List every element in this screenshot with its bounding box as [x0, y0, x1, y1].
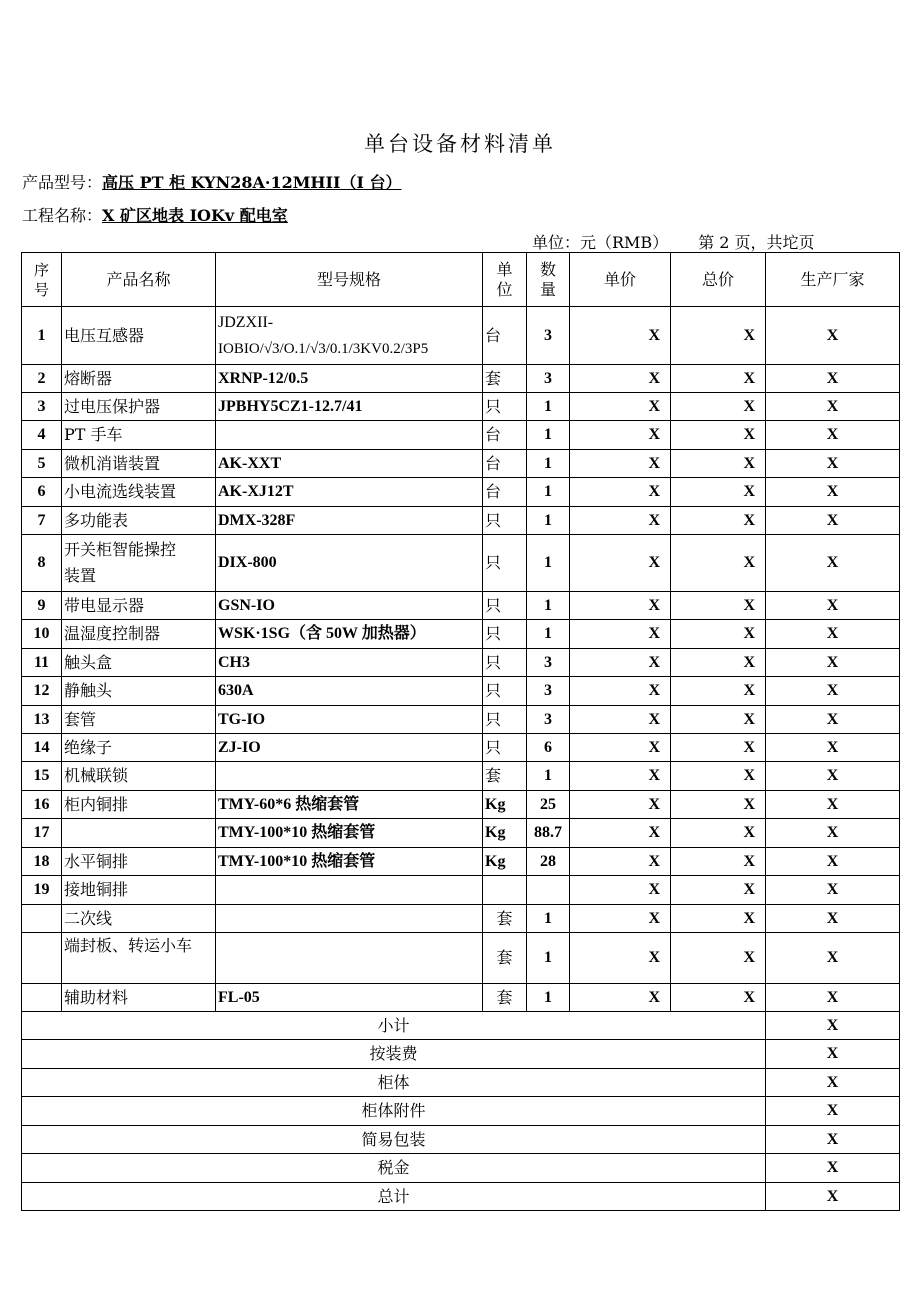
- row-unit: 套: [483, 984, 527, 1012]
- header-no: 序 号: [22, 253, 62, 307]
- row-total-price: X: [671, 592, 766, 620]
- row-no: 13: [22, 706, 62, 734]
- row-no: 15: [22, 762, 62, 791]
- row-unit: 只: [483, 677, 527, 706]
- row-product-name: 静触头: [62, 677, 216, 706]
- row-spec: FL-05: [216, 984, 483, 1012]
- row-product-name: PT 手车: [62, 421, 216, 450]
- row-manufacturer: X: [766, 478, 900, 507]
- summary-row: [22, 1012, 900, 1040]
- project-name-value: X 矿区地表 IOKv 配电室: [102, 206, 288, 225]
- row-unit: [483, 876, 527, 905]
- row-qty: 3: [527, 706, 570, 734]
- row-qty: [527, 876, 570, 905]
- row-manufacturer: X: [766, 649, 900, 677]
- table-row: [22, 905, 900, 933]
- row-manufacturer: X: [766, 762, 900, 791]
- row-unit: 只: [483, 706, 527, 734]
- summary-value: X: [766, 1012, 900, 1040]
- summary-label: 按装费: [22, 1040, 766, 1069]
- row-unit: 套: [483, 365, 527, 393]
- row-unit: Kg: [483, 848, 527, 876]
- row-spec: DMX-328F: [216, 507, 483, 535]
- row-unit: 只: [483, 507, 527, 535]
- row-total-price: X: [671, 450, 766, 478]
- row-no: [22, 933, 62, 984]
- table-row: [22, 478, 900, 507]
- row-qty: 1: [527, 450, 570, 478]
- summary-row: [22, 1126, 900, 1154]
- header-qty: 数 量: [527, 253, 570, 307]
- row-product-name: 二次线: [62, 905, 216, 933]
- row-unit-price: X: [570, 876, 671, 905]
- table-row: [22, 791, 900, 819]
- row-total-price: X: [671, 819, 766, 848]
- row-total-price: X: [671, 984, 766, 1012]
- row-unit-price: X: [570, 706, 671, 734]
- row-spec: AK-XXT: [216, 450, 483, 478]
- row-manufacturer: X: [766, 706, 900, 734]
- document-title: 单台设备材料清单: [364, 132, 556, 156]
- row-manufacturer: X: [766, 535, 900, 592]
- row-qty: 1: [527, 535, 570, 592]
- product-model-label: 产品型号：: [22, 173, 103, 192]
- row-unit: 只: [483, 592, 527, 620]
- row-total-price: X: [671, 734, 766, 762]
- row-product-name: [62, 535, 216, 592]
- row-unit: 只: [483, 734, 527, 762]
- row-manufacturer: X: [766, 933, 900, 984]
- row-spec: CH3: [216, 649, 483, 677]
- row-qty: 3: [527, 365, 570, 393]
- summary-value: X: [766, 1097, 900, 1126]
- row-unit-price: X: [570, 592, 671, 620]
- row-unit-price: X: [570, 734, 671, 762]
- row-product-name: 接地铜排: [62, 876, 216, 905]
- row-product-name: 熔断器: [62, 365, 216, 393]
- row-no: 7: [22, 507, 62, 535]
- row-manufacturer: X: [766, 677, 900, 706]
- materials-table: [21, 252, 900, 1211]
- row-no: 18: [22, 848, 62, 876]
- row-unit: Kg: [483, 791, 527, 819]
- row-product-name-line2: 装置: [64, 566, 97, 585]
- row-spec: [216, 421, 483, 450]
- summary-value: X: [766, 1040, 900, 1069]
- row-unit-price: X: [570, 933, 671, 984]
- table-row: [22, 933, 900, 984]
- row-qty: 1: [527, 905, 570, 933]
- summary-value: X: [766, 1154, 900, 1183]
- unit-page-line: [532, 230, 815, 253]
- table-row: [22, 365, 900, 393]
- row-unit-price: X: [570, 421, 671, 450]
- row-manufacturer: X: [766, 365, 900, 393]
- header-unit: 单 位: [483, 253, 527, 307]
- summary-value: X: [766, 1069, 900, 1097]
- row-spec: TMY-100*10 热缩套管: [216, 848, 483, 876]
- table-row: [22, 507, 900, 535]
- row-no: 16: [22, 791, 62, 819]
- row-manufacturer: X: [766, 819, 900, 848]
- row-unit-price: X: [570, 848, 671, 876]
- row-qty: 1: [527, 592, 570, 620]
- table-row: [22, 620, 900, 649]
- row-qty: 1: [527, 421, 570, 450]
- row-no: 10: [22, 620, 62, 649]
- row-total-price: X: [671, 791, 766, 819]
- summary-label: 简易包装: [22, 1126, 766, 1154]
- header-total: 总价: [671, 253, 766, 307]
- row-qty: 1: [527, 933, 570, 984]
- row-spec: [216, 933, 483, 984]
- row-qty: 6: [527, 734, 570, 762]
- row-total-price: X: [671, 876, 766, 905]
- row-no: 4: [22, 421, 62, 450]
- header-name: 产品名称: [62, 253, 216, 307]
- row-unit-price: X: [570, 677, 671, 706]
- row-no: 6: [22, 478, 62, 507]
- row-no: 8: [22, 535, 62, 592]
- table-row: [22, 307, 900, 365]
- table-row: [22, 421, 900, 450]
- row-unit-price: X: [570, 450, 671, 478]
- row-qty: 1: [527, 478, 570, 507]
- row-spec: ZJ-IO: [216, 734, 483, 762]
- row-manufacturer: X: [766, 984, 900, 1012]
- row-product-name: 机械联锁: [62, 762, 216, 791]
- row-qty: 25: [527, 791, 570, 819]
- row-unit: 套: [483, 762, 527, 791]
- row-unit-price: X: [570, 819, 671, 848]
- row-spec: JPBHY5CZ1-12.7/41: [216, 393, 483, 421]
- summary-row: [22, 1183, 900, 1211]
- row-product-name: 绝缘子: [62, 734, 216, 762]
- row-product-name: [62, 819, 216, 848]
- table-row: [22, 762, 900, 791]
- header-maker: 生产厂家: [766, 253, 900, 307]
- row-manufacturer: X: [766, 905, 900, 933]
- table-row: [22, 393, 900, 421]
- row-total-price: X: [671, 421, 766, 450]
- row-qty: 1: [527, 393, 570, 421]
- row-total-price: X: [671, 848, 766, 876]
- summary-value: X: [766, 1126, 900, 1154]
- row-total-price: X: [671, 507, 766, 535]
- summary-label: 小计: [22, 1012, 766, 1040]
- row-manufacturer: X: [766, 592, 900, 620]
- row-unit-price: X: [570, 507, 671, 535]
- row-total-price: X: [671, 649, 766, 677]
- row-qty: 1: [527, 984, 570, 1012]
- row-no: 11: [22, 649, 62, 677]
- row-product-name: 微机消谐装置: [62, 450, 216, 478]
- row-product-name: 多功能表: [62, 507, 216, 535]
- row-total-price: X: [671, 905, 766, 933]
- row-manufacturer: X: [766, 307, 900, 365]
- row-manufacturer: X: [766, 620, 900, 649]
- row-no: [22, 905, 62, 933]
- summary-row: [22, 1154, 900, 1183]
- row-unit: 台: [483, 307, 527, 365]
- row-total-price: X: [671, 478, 766, 507]
- row-total-price: X: [671, 677, 766, 706]
- table-row: [22, 706, 900, 734]
- row-total-price: X: [671, 620, 766, 649]
- row-unit: 只: [483, 535, 527, 592]
- row-qty: 3: [527, 677, 570, 706]
- row-spec: GSN-IO: [216, 592, 483, 620]
- row-qty: 1: [527, 762, 570, 791]
- row-qty: 3: [527, 649, 570, 677]
- row-qty: 88.7: [527, 819, 570, 848]
- row-unit: 台: [483, 421, 527, 450]
- row-unit: 套: [483, 933, 527, 984]
- table-row: [22, 677, 900, 706]
- row-manufacturer: X: [766, 421, 900, 450]
- currency-unit: 单位：元（RMB）: [532, 233, 669, 252]
- row-qty: 3: [527, 307, 570, 365]
- row-product-name: 触头盒: [62, 649, 216, 677]
- table-row: [22, 819, 900, 848]
- row-manufacturer: X: [766, 791, 900, 819]
- row-no: 3: [22, 393, 62, 421]
- row-no: [22, 984, 62, 1012]
- row-manufacturer: X: [766, 734, 900, 762]
- summary-row: [22, 1040, 900, 1069]
- row-total-price: X: [671, 365, 766, 393]
- row-total-price: X: [671, 307, 766, 365]
- summary-label: 税金: [22, 1154, 766, 1183]
- row-spec: [216, 876, 483, 905]
- table-row: [22, 649, 900, 677]
- row-spec-line2: IOBIO/√3/O.1/√3/0.1/3KV0.2/3P5: [218, 340, 429, 357]
- header-spec: 型号规格: [216, 253, 483, 307]
- row-unit: 只: [483, 649, 527, 677]
- row-total-price: X: [671, 706, 766, 734]
- project-name-line: [22, 203, 288, 226]
- row-unit-price: X: [570, 905, 671, 933]
- row-product-name: 柜内铜排: [62, 791, 216, 819]
- row-spec: [216, 307, 483, 365]
- row-unit: 只: [483, 620, 527, 649]
- page-indicator: 第 2 页，共坨页: [698, 233, 815, 252]
- table-row: [22, 876, 900, 905]
- table-row: [22, 535, 900, 592]
- row-unit-price: X: [570, 984, 671, 1012]
- row-product-name: 水平铜排: [62, 848, 216, 876]
- row-product-name: 过电压保护器: [62, 393, 216, 421]
- row-spec: AK-XJ12T: [216, 478, 483, 507]
- row-spec: 630A: [216, 677, 483, 706]
- row-spec: XRNP-12/0.5: [216, 365, 483, 393]
- row-unit-price: X: [570, 762, 671, 791]
- row-product-name: 带电显示器: [62, 592, 216, 620]
- row-unit: 套: [483, 905, 527, 933]
- row-product-name: 端封板、转运小车: [62, 933, 216, 984]
- row-total-price: X: [671, 762, 766, 791]
- row-total-price: X: [671, 933, 766, 984]
- row-unit: Kg: [483, 819, 527, 848]
- project-name-label: 工程名称：: [22, 206, 103, 225]
- row-no: 1: [22, 307, 62, 365]
- header-price: 单价: [570, 253, 671, 307]
- row-product-name: 辅助材料: [62, 984, 216, 1012]
- row-spec: WSK·1SG（含 50W 加热器）: [216, 620, 483, 649]
- table-header-row: [22, 253, 900, 307]
- table-row: [22, 592, 900, 620]
- row-manufacturer: X: [766, 876, 900, 905]
- row-unit-price: X: [570, 307, 671, 365]
- row-spec: [216, 762, 483, 791]
- row-product-name: 小电流选线装置: [62, 478, 216, 507]
- table-row: [22, 450, 900, 478]
- product-model-line: [22, 170, 402, 193]
- row-unit: 只: [483, 393, 527, 421]
- row-manufacturer: X: [766, 507, 900, 535]
- summary-row: [22, 1097, 900, 1126]
- row-qty: 28: [527, 848, 570, 876]
- row-unit-price: X: [570, 791, 671, 819]
- row-unit-price: X: [570, 365, 671, 393]
- row-total-price: X: [671, 393, 766, 421]
- table-row: [22, 984, 900, 1012]
- row-no: 14: [22, 734, 62, 762]
- summary-row: [22, 1069, 900, 1097]
- row-unit-price: X: [570, 478, 671, 507]
- row-no: 12: [22, 677, 62, 706]
- summary-label: 柜体附件: [22, 1097, 766, 1126]
- row-spec: TMY-60*6 热缩套管: [216, 791, 483, 819]
- row-manufacturer: X: [766, 450, 900, 478]
- row-total-price: X: [671, 535, 766, 592]
- row-spec: DIX-800: [216, 535, 483, 592]
- row-spec: TMY-100*10 热缩套管: [216, 819, 483, 848]
- row-no: 2: [22, 365, 62, 393]
- row-product-name-line1: 开关柜智能操控: [64, 540, 177, 559]
- row-product-name: 电压互感器: [62, 307, 216, 365]
- summary-label: 柜体: [22, 1069, 766, 1097]
- row-qty: 1: [527, 620, 570, 649]
- row-qty: 1: [527, 507, 570, 535]
- row-product-name: 温湿度控制器: [62, 620, 216, 649]
- row-spec: [216, 905, 483, 933]
- row-no: 9: [22, 592, 62, 620]
- row-manufacturer: X: [766, 848, 900, 876]
- row-unit: 台: [483, 450, 527, 478]
- summary-label: 总计: [22, 1183, 766, 1211]
- row-unit-price: X: [570, 620, 671, 649]
- row-unit-price: X: [570, 535, 671, 592]
- summary-value: X: [766, 1183, 900, 1211]
- row-no: 17: [22, 819, 62, 848]
- product-model-value: 高压 PT 柜 KYN28A·12MHII（I 台）: [102, 173, 402, 192]
- row-unit: 台: [483, 478, 527, 507]
- row-manufacturer: X: [766, 393, 900, 421]
- row-unit-price: X: [570, 649, 671, 677]
- table-row: [22, 848, 900, 876]
- row-spec: TG-IO: [216, 706, 483, 734]
- row-product-name: 套管: [62, 706, 216, 734]
- row-no: 5: [22, 450, 62, 478]
- row-spec-line1: JDZXII-: [218, 313, 274, 331]
- row-unit-price: X: [570, 393, 671, 421]
- table-row: [22, 734, 900, 762]
- row-no: 19: [22, 876, 62, 905]
